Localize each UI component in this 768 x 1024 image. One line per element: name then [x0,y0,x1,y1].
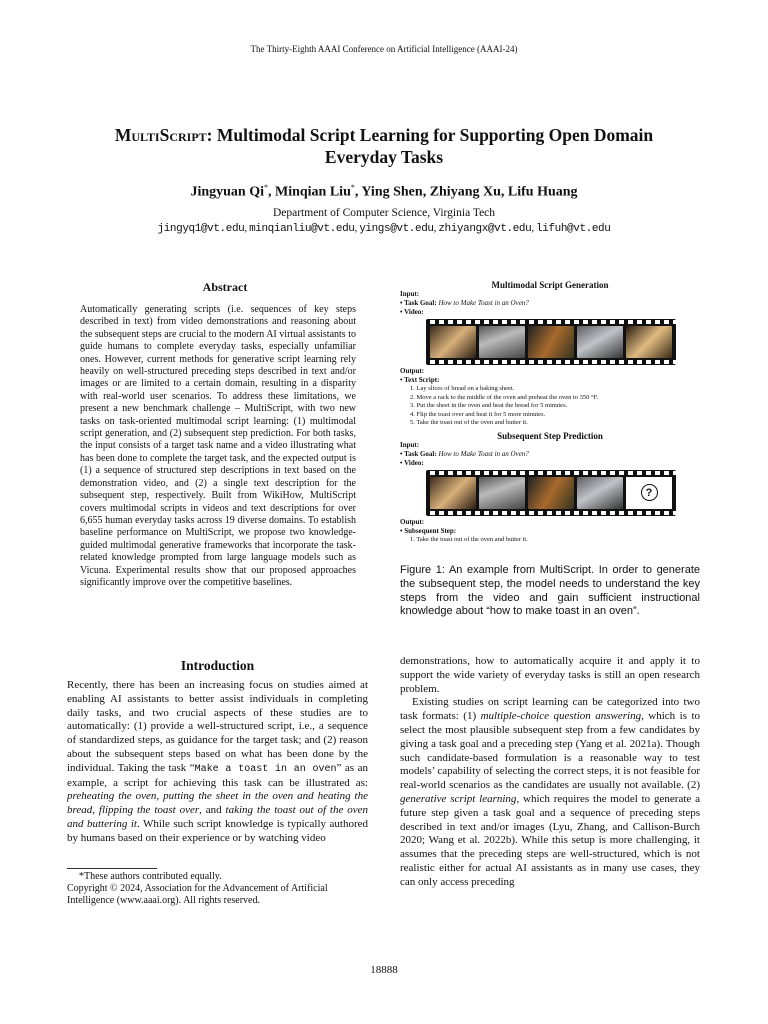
text-script-label: • Text Script: [400,376,440,384]
intro-text: ” as an example, a script for achieving this task can be illustrated as: [67,761,368,789]
title-system-name: MultiScript [114,125,207,145]
video-frame [430,477,476,509]
pred-task-goal-label: • Task Goal: [400,449,437,458]
email-link[interactable]: jingyq1@vt.edu [157,223,245,235]
intro-text: Recently, there has been an increasing focus on studies aimed at enabling AI assistants to better assist individuals in completing daily tasks, and two crucial aspects of these studies are to automatically: (1) provide a well-structured script, i.e., a sequence of standardized steps, as guidance for the target task; and (2) reason about the subsequent steps based on what has been done by the individual. Taking the task “ [67,679,368,774]
affiliation: Department of Computer Science, Virginia Tech [272,207,496,219]
intro-text: . While such script knowledge is typically authored by humans based on their experience or by watching video [67,817,368,844]
figure-input-label: Input: [400,290,420,298]
figure-pred-output-label: Output: [400,517,425,526]
video-frame [528,477,574,509]
video-frame [528,326,574,358]
email-link[interactable]: minqianliu@vt.edu [249,223,355,235]
rcol-para: demonstrations, how to automatically acquire it and apply it to support the wide variety of everyday tasks is still an open research problem. [400,655,700,695]
figure-gen-heading: Multimodal Script Generation [491,280,609,290]
video-frame [577,477,623,509]
unknown-step-frame [626,477,672,509]
email-list: jingyq1@vt.edu, minqianliu@vt.edu, yings@vt.edu, zhiyangx@vt.edu, lifuh@vt.edu [157,222,611,235]
footnote [67,871,368,907]
author: Ying Shen [361,184,423,200]
figure-1 [400,280,700,544]
intro-text: , and [199,804,226,817]
email-link[interactable]: yings@vt.edu [359,223,434,235]
figure-output-label: Output: [400,367,425,375]
title-line2: Everyday Tasks [324,147,444,167]
video-frame [626,326,672,358]
script-step: 2. Move a rack to the middle of the oven and preheat the oven to 350 °F. [410,393,599,401]
rcol-text: , which requires the model to generate a future step given a task goal and a sequence of preceding steps described in text and/or images (Lyu, Zhang, and Callison-Burch 2020; Wang et al. 2022b). While this setup is more challenging, it assumes that the preceding steps are well-structured, which is not realistic either for actual AI assistants as in many use cases, they can only access preceding [400,792,700,888]
intro-italic: preheating the oven, putting the sheet in the oven and heating the bread, flipping the toast over [67,790,368,817]
rcol-italic: generative script learning [400,792,517,805]
footnote-rule [67,868,157,869]
intro-body [67,679,368,846]
email-link[interactable]: zhiyangx@vt.edu [438,223,532,235]
author: Zhiyang Xu [429,184,501,200]
author: Minqian Liu [274,184,351,200]
figure-pred-heading: Subsequent Step Prediction [497,430,603,441]
page-number: 18888 [370,964,398,976]
script-step: 4. Flip the toast over and heat it for 5 more minutes. [410,410,546,418]
abstract-text: Automatically generating scripts (i.e. sequences of key steps described in text) from video demonstrations and reasoning about the subsequent steps are crucial to the modern AI virtual assistants to guide humans to complete everyday tasks, especially unfamiliar ones. However, current methods for generative script learning rely heavily on well-structured preceding steps described in text and/or images or are limited to a certain domain, resulting in a disparity with real-world user scenarios. To address these limitations, we present a new benchmark challenge – MultiScript, with two new tasks on task-oriented multimodal script learning: (1) multimodal script generation, and (2) subsequent step prediction. For both tasks, the input consists of a target task name and a video illustrating what has been done to complete the target task, and the expected output is (1) a sequence of structured step descriptions in text based on the demonstration video, and (2) a single text description for the subsequent step, respectively. Built from WikiHow, MultiScript covers multimodal scripts in videos and text descriptions for over 6,655 human everyday tasks across 19 diverse domains. To establish baseline performance on MultiScript, we propose two knowledge-guided multimodal generative frameworks that incorporate the task-related knowledge prompted from large language models such as Vicuna. Experimental results show that our proposed approaches significantly improve over the competitive baselines. [80,304,356,588]
script-step: 5. Take the toast out of the oven and butter it. [410,419,528,426]
video-frame [479,477,525,509]
conference-header: The Thirty-Eighth AAAI Conference on Artificial Intelligence (AAAI-24) [250,44,518,54]
subsequent-step-value: 1. Take the toast out of the oven and butter it. [410,535,528,543]
pred-video-label: • Video: [400,458,424,467]
right-column-body [400,655,700,890]
intro-italic: taking the toast out of the oven and buttering it [67,804,368,830]
abstract-body [80,304,356,589]
figure-pred-input-label: Input: [400,440,420,449]
email-link[interactable]: lifuh@vt.edu [536,223,611,235]
figure-caption [400,564,700,619]
intro-code: Make a toast in an oven [194,763,337,775]
paper-title [70,124,698,168]
video-frame [430,326,476,358]
video-filmstrip [426,319,676,365]
task-goal-value: How to Make Toast in an Oven? [438,299,529,307]
rcol-italic: multiple-choice question answering [480,710,642,723]
pred-video-filmstrip [426,470,676,516]
script-steps [410,385,700,428]
intro-heading: Introduction [180,658,255,673]
author: Lifu Huang [507,184,578,200]
video-frame [577,326,623,358]
subsequent-step-label: • Subsequent Step: [400,526,457,535]
author-list: Jingyuan Qi*, Minqian Liu*, Ying Shen, Zhiyang Xu, Lifu Huang [190,183,578,200]
script-step: 1. Lay slices of bread on a baking sheet. [410,385,515,392]
footnote-contrib: *These authors contributed equally. [79,871,222,882]
video-label: • Video: [400,308,424,316]
rcol-text: Existing studies on script learning can be categorized into two task formats: (1) [400,696,700,723]
abstract-heading: Abstract [202,280,248,294]
footnote-copyright: Copyright © 2024, Association for the Advancement of Artificial Intelligence (www.aaai.org). All rights reserved. [67,883,328,906]
figure-caption-text: Figure 1: An example from MultiScript. In order to generate the subsequent step, the model needs to understand the key steps from the video and gain sufficient instructional knowledge about “how to make toast in an oven”. [400,564,700,618]
script-step: 3. Put the sheet in the oven and heat the bread for 5 minutes. [410,402,568,409]
video-frame [479,326,525,358]
task-goal-label: • Task Goal: [400,299,437,307]
rcol-text: , which is to select the most plausible subsequent step from a few candidates by giving a task goal and a preceding step (Yang et al. 2021a). Though such candidate-based formulation is a reasonable way to test models’ capability of selecting the correct steps, it is not feasible for real-world scenarios as the candidates are usually not available. (2) [400,710,701,792]
question-mark-icon: ? [641,484,658,501]
author: Jingyuan Qi [190,184,264,200]
title-line1: : Multimodal Script Learning for Supporting Open Domain [206,125,654,145]
pred-task-goal-value: How to Make Toast in an Oven? [438,449,529,458]
